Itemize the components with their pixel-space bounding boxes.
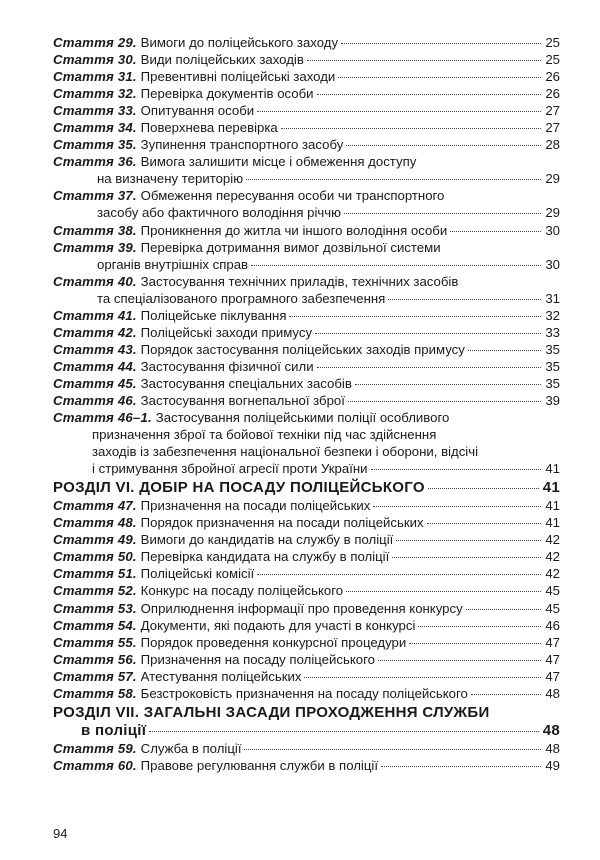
entry-title: на визначену територію [97, 171, 244, 187]
entry-title: Застосування спеціальних засобів [140, 375, 352, 391]
toc-entry-line [53, 757, 560, 774]
entry-page-number: 25 [545, 52, 560, 68]
toc-entry-line [53, 187, 560, 204]
toc-entry [53, 51, 560, 68]
entry-label: Стаття 59. [53, 740, 141, 756]
entry-page-number: 49 [545, 757, 560, 773]
toc-entry-line [53, 307, 560, 324]
dot-leader [471, 694, 541, 695]
toc-entry [53, 375, 560, 392]
toc-entry-line [53, 34, 560, 51]
toc-entry-line [53, 119, 560, 136]
toc-entry [53, 634, 560, 651]
entry-title: Проникнення до житла чи іншого володіння особи [140, 222, 448, 238]
entry-page-number: 45 [545, 583, 560, 599]
entry-title: Атестування поліцейських [140, 668, 302, 684]
entry-title: Правове регулювання служби в поліції [140, 757, 379, 773]
toc-entry [53, 187, 560, 221]
entry-label: Стаття 45. [53, 375, 141, 391]
entry-title: Поліцейські комісії [140, 566, 255, 582]
toc-entry-line [53, 617, 560, 634]
toc-entry-line [53, 170, 560, 187]
entry-title: Перевірка документів особи [140, 86, 314, 102]
toc-entry [53, 358, 560, 375]
entry-title: Порядок застосування поліцейських заходів примусу [140, 341, 465, 357]
toc-entry-line [53, 600, 560, 617]
entry-page-number: 42 [545, 566, 560, 582]
entry-title: Призначення на посади поліцейських [140, 498, 371, 514]
toc-entry-line [53, 392, 560, 409]
toc-entry-line [53, 239, 560, 256]
toc-entry [53, 600, 560, 617]
toc-entry-line [53, 324, 560, 341]
entry-label: Стаття 51. [53, 566, 141, 582]
toc-entry [53, 119, 560, 136]
toc-entry [53, 740, 560, 757]
toc-entry-line [53, 68, 560, 85]
dot-leader [246, 179, 541, 180]
toc-entry-line [53, 740, 560, 757]
toc-entry-line [53, 443, 560, 460]
entry-page-number: 29 [545, 171, 560, 187]
entry-page-number: 47 [545, 668, 560, 684]
entry-title: Служба в поліції [140, 740, 242, 756]
toc-entry-line [53, 514, 560, 531]
entry-page-number: 25 [545, 35, 560, 50]
toc-entry [53, 136, 560, 153]
entry-label: Стаття 54. [53, 617, 141, 633]
entry-title: Поліцейські заходи примусу [140, 324, 313, 340]
toc-entry-line [53, 153, 560, 170]
entry-title: Види поліцейських заходів [140, 52, 304, 68]
entry-page-number: 48 [545, 740, 560, 756]
entry-label: Стаття 33. [53, 103, 141, 119]
entry-page-number: 30 [545, 256, 560, 272]
toc-entry [53, 341, 560, 358]
entry-title: Поверхнева перевірка [140, 120, 278, 136]
entry-label: Стаття 39. [53, 239, 141, 255]
dot-leader [373, 506, 541, 507]
entry-page-number: 35 [545, 358, 560, 374]
entry-label: Стаття 38. [53, 222, 141, 238]
toc-entry [53, 85, 560, 102]
section-heading-line [53, 704, 560, 722]
toc-entry-line [53, 273, 560, 290]
section-title: РОЗДІЛ VI. ДОБІР НА ПОСАДУ ПОЛІЦЕЙСЬКОГО [53, 479, 425, 497]
toc-entry [53, 565, 560, 582]
entry-label: Стаття 44. [53, 358, 141, 374]
toc-entry [53, 548, 560, 565]
entry-label: Стаття 41. [53, 307, 141, 323]
section-title: РОЗДІЛ VII. ЗАГАЛЬНІ ЗАСАДИ ПРОХОДЖЕННЯ СЛУЖБИ [53, 703, 490, 721]
toc-entry-line [53, 375, 560, 392]
entry-label: Стаття 43. [53, 341, 141, 357]
table-of-contents [53, 34, 560, 774]
entry-title: Оприлюднення інформації про проведення конкурсу [140, 600, 463, 616]
entry-label: Стаття 52. [53, 583, 141, 599]
toc-entry-line [53, 51, 560, 68]
section-page-number: 41 [542, 479, 560, 497]
entry-label: Стаття 32. [53, 86, 141, 102]
toc-entry-line [53, 290, 560, 307]
entry-page-number: 30 [545, 222, 560, 238]
entry-label: Стаття 46–1. [53, 410, 156, 426]
toc-entry [53, 757, 560, 774]
entry-label: Стаття 31. [53, 69, 141, 85]
toc-entry-line [53, 651, 560, 668]
entry-label: Стаття 29. [53, 35, 141, 50]
toc-entry [53, 34, 560, 51]
dot-leader [427, 523, 542, 524]
toc-entry-line [53, 685, 560, 702]
dot-leader [251, 265, 541, 266]
toc-entry [53, 392, 560, 409]
entry-label: Стаття 49. [53, 532, 141, 548]
entry-title: та спеціалізованого програмного забезпечення [97, 290, 386, 306]
dot-leader [281, 128, 542, 129]
entry-page-number: 27 [545, 120, 560, 136]
entry-page-number: 35 [545, 375, 560, 391]
dot-leader [338, 77, 541, 78]
entry-title: Перевірка кандидата на службу в поліції [140, 549, 390, 565]
toc-entry [53, 273, 560, 307]
section-heading-line [53, 479, 560, 497]
dot-leader [149, 731, 538, 732]
toc-entry-line [53, 634, 560, 651]
dot-leader [244, 749, 541, 750]
toc-entry [53, 514, 560, 531]
toc-entry [53, 582, 560, 599]
entry-page-number: 35 [545, 341, 560, 357]
toc-entry-line [53, 497, 560, 514]
entry-title: Порядок призначення на посади поліцейських [140, 515, 424, 531]
entry-label: Стаття 42. [53, 324, 141, 340]
dot-leader [396, 540, 541, 541]
toc-entry-line [53, 256, 560, 273]
toc-entry-line [53, 531, 560, 548]
entry-label: Стаття 34. [53, 120, 141, 136]
entry-title: Опитування особи [140, 103, 255, 119]
entry-page-number: 26 [545, 86, 560, 102]
entry-page-number: 41 [545, 515, 560, 531]
entry-title: і стримування збройної агресії проти України [92, 461, 368, 477]
entry-title: засобу або фактичного володіння річчю [97, 205, 342, 221]
entry-label: Стаття 30. [53, 52, 141, 68]
dot-leader [341, 43, 541, 44]
toc-entry [53, 617, 560, 634]
dot-leader [428, 488, 539, 489]
toc-entry-line [53, 85, 560, 102]
entry-label: Стаття 35. [53, 137, 141, 153]
entry-label: Стаття 58. [53, 685, 141, 701]
toc-entry [53, 68, 560, 85]
entry-label: Стаття 55. [53, 634, 141, 650]
entry-label: Стаття 60. [53, 757, 141, 773]
entry-page-number: 42 [545, 532, 560, 548]
entry-label: Стаття 50. [53, 549, 141, 565]
entry-label: Стаття 36. [53, 154, 141, 170]
entry-page-number: 31 [545, 290, 560, 306]
entry-label: Стаття 46. [53, 392, 141, 408]
dot-leader [450, 231, 541, 232]
entry-page-number: 45 [545, 600, 560, 616]
entry-page-number: 32 [545, 307, 560, 323]
toc-entry [53, 409, 560, 477]
entry-title: Призначення на посаду поліцейського [140, 651, 375, 667]
dot-leader [378, 660, 541, 661]
entry-page-number: 29 [545, 205, 560, 221]
entry-title: Вимоги до кандидатів на службу в поліції [140, 532, 394, 548]
dot-leader [346, 591, 541, 592]
entry-label: Стаття 57. [53, 668, 141, 684]
entry-title: заходів із забезпечення національної безпеки і оборони, відсічі [92, 444, 479, 460]
toc-entry-line [53, 204, 560, 221]
entry-label: Стаття 56. [53, 651, 141, 667]
entry-title: Вимога залишити місце і обмеження доступу [140, 154, 417, 170]
entry-page-number: 41 [545, 461, 560, 477]
toc-entry-line [53, 460, 560, 477]
dot-leader [257, 111, 541, 112]
entry-title: Порядок проведення конкурсної процедури [140, 634, 407, 650]
entry-label: Стаття 40. [53, 273, 141, 289]
dot-leader [371, 469, 542, 470]
toc-entry [53, 531, 560, 548]
entry-page-number: 39 [545, 392, 560, 408]
toc-entry-line [53, 102, 560, 119]
dot-leader [317, 367, 542, 368]
entry-page-number: 33 [545, 324, 560, 340]
entry-title: Застосування фізичної сили [140, 358, 314, 374]
entry-page-number: 47 [545, 651, 560, 667]
section-page-number: 48 [542, 721, 560, 739]
dot-leader [418, 626, 541, 627]
toc-entry-line [53, 409, 560, 426]
entry-title: Превентивні поліцейські заходи [140, 69, 336, 85]
section-7-heading [53, 704, 560, 740]
toc-entry [53, 651, 560, 668]
dot-leader [315, 333, 541, 334]
toc-entry-line [53, 136, 560, 153]
dot-leader [344, 213, 541, 214]
toc-entry-line [53, 565, 560, 582]
dot-leader [257, 574, 541, 575]
toc-entry [53, 307, 560, 324]
entry-title: Конкурс на посаду поліцейського [140, 583, 344, 599]
dot-leader [392, 557, 541, 558]
entry-title: призначення зброї та бойової техніки під час здійснення [92, 427, 437, 443]
entry-page-number: 27 [545, 103, 560, 119]
toc-entry-line [53, 582, 560, 599]
entry-title: Поліцейське піклування [140, 307, 287, 323]
dot-leader [381, 766, 541, 767]
toc-entry-line [53, 668, 560, 685]
toc-entry [53, 497, 560, 514]
toc-entry-line [53, 548, 560, 565]
dot-leader [289, 316, 541, 317]
toc-entry [53, 222, 560, 239]
dot-leader [307, 60, 541, 61]
dot-leader [355, 384, 541, 385]
entry-title: Зупинення транспортного засобу [140, 137, 344, 153]
toc-entry-line [53, 341, 560, 358]
entry-title: Обмеження пересування особи чи транспортного [140, 188, 445, 204]
entry-label: Стаття 48. [53, 515, 141, 531]
section-title: в поліції [81, 721, 147, 739]
entry-page-number: 42 [545, 549, 560, 565]
toc-entry [53, 153, 560, 187]
toc-entry [53, 685, 560, 702]
dot-leader [468, 350, 541, 351]
section-6-heading [53, 479, 560, 497]
toc-entry-line [53, 222, 560, 239]
entry-label: Стаття 37. [53, 188, 141, 204]
dot-leader [466, 609, 542, 610]
entry-label: Стаття 47. [53, 498, 141, 514]
toc-entry-line [53, 358, 560, 375]
entry-title: Перевірка дотримання вимог дозвільної системи [140, 239, 441, 255]
toc-entry [53, 239, 560, 273]
dot-leader [348, 401, 541, 402]
page-number: 94 [53, 826, 68, 841]
toc-entry [53, 102, 560, 119]
toc-entry [53, 324, 560, 341]
dot-leader [304, 677, 541, 678]
dot-leader [409, 643, 541, 644]
entry-title: Застосування технічних приладів, технічних засобів [140, 273, 459, 289]
toc-entry-line [53, 426, 560, 443]
entry-label: Стаття 53. [53, 600, 141, 616]
entry-page-number: 47 [545, 634, 560, 650]
entry-page-number: 48 [545, 685, 560, 701]
dot-leader [346, 145, 541, 146]
dot-leader [388, 299, 541, 300]
entry-title: Застосування вогнепальної зброї [140, 392, 345, 408]
entry-title: Вимоги до поліцейського заходу [140, 35, 339, 50]
entry-title: органів внутрішніх справ [97, 256, 249, 272]
dot-leader [317, 94, 542, 95]
entry-title: Документи, які подають для участі в конкурсі [140, 617, 416, 633]
toc-entry [53, 668, 560, 685]
entry-page-number: 41 [545, 498, 560, 514]
entry-page-number: 46 [545, 617, 560, 633]
entry-page-number: 26 [545, 69, 560, 85]
entry-title: Застосування поліцейськими поліції особливого [155, 410, 450, 426]
entry-page-number: 28 [545, 137, 560, 153]
section-heading-line [53, 722, 560, 740]
entry-title: Безстроковість призначення на посаду поліцейського [140, 685, 468, 701]
